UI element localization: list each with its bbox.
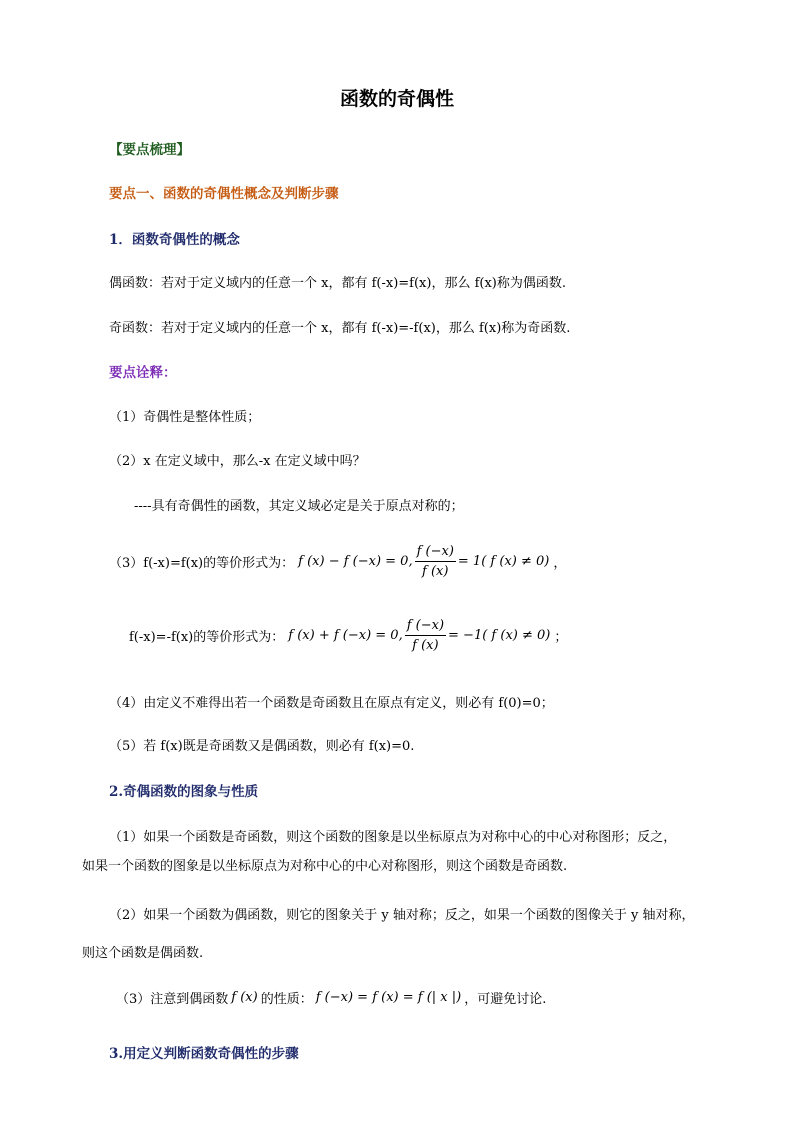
note-3b-equation-tail: = −1( f (x) ≠ 0)	[448, 628, 551, 643]
property-3-suffix: ，可避免讨论.	[464, 992, 547, 1007]
note-1: （1）奇偶性是整体性质；	[109, 410, 261, 425]
note-3-fraction-denominator: f (x)	[422, 564, 449, 579]
note-3b-fraction-denominator: f (x)	[412, 638, 439, 653]
property-1-line-1: （1）如果一个函数是奇函数，则这个函数的图象是以坐标原点为对称中心的中心对称图形；反之，	[109, 830, 677, 845]
note-2-answer: ----具有奇偶性的函数，其定义域必定是关于原点对称的；	[134, 499, 464, 514]
section-header: 【要点梳理】	[109, 142, 190, 158]
note-3	[109, 542, 566, 581]
note-5: （5）若 f(x)既是奇函数又是偶函数，则必有 f(x)=0.	[109, 739, 415, 754]
note-3b	[129, 616, 567, 655]
note-3-fraction-numerator: f (−x)	[415, 542, 456, 562]
note-3b-equation: f (x) + f (−x) = 0,	[288, 628, 403, 643]
note-2: （2）x 在定义域中，那么-x 在定义域中吗？	[109, 454, 366, 469]
property-3	[116, 988, 546, 1007]
note-3b-fraction	[405, 616, 446, 655]
sub1-heading: 1．函数奇偶性的概念	[109, 232, 240, 248]
even-function-definition: 偶函数：若对于定义域内的任意一个 x，都有 f(-x)=f(x)，那么 f(x)称为偶函数.	[109, 276, 567, 291]
note-3-fraction	[415, 542, 456, 581]
sub3-heading: 3.用定义判断函数奇偶性的步骤	[109, 1046, 299, 1062]
note-4: （4）由定义不难得出若一个函数是奇函数且在原点有定义，则必有 f(0)=0；	[109, 696, 554, 711]
note-3-equation-tail: = 1( f (x) ≠ 0)	[457, 554, 550, 569]
note-3b-end: ；	[554, 630, 568, 645]
notes-heading: 要点诠释：	[109, 365, 177, 381]
property-3-prefix: （3）注意到偶函数	[116, 992, 229, 1007]
property-3-mid: 的性质：	[260, 992, 313, 1007]
note-3-end: ，	[553, 556, 567, 571]
property-2-line-1: （2）如果一个函数为偶函数，则它的图象关于 y 轴对称；反之，如果一个函数的图像关于 y 轴对称，	[109, 908, 695, 923]
property-3-function: f (x)	[231, 990, 258, 1005]
note-3b-fraction-numerator: f (−x)	[405, 616, 446, 636]
property-1-line-2: 如果一个函数的图象是以坐标原点为对称中心的中心对称图形，则这个函数是奇函数.	[82, 859, 568, 874]
point1-heading: 要点一、函数的奇偶性概念及判断步骤	[109, 186, 339, 202]
note-3-equation: f (x) − f (−x) = 0,	[298, 554, 413, 569]
note-3-prefix: （3）f(-x)=f(x)的等价形式为：	[109, 556, 295, 571]
sub2-heading: 2.奇偶函数的图象与性质	[109, 784, 259, 800]
note-3b-prefix: f(-x)=-f(x)的等价形式为：	[129, 630, 285, 645]
property-2-line-2: 则这个函数是偶函数.	[82, 946, 204, 961]
odd-function-definition: 奇函数：若对于定义域内的任意一个 x，都有 f(-x)=-f(x)，那么 f(x)称为奇函数.	[109, 321, 571, 336]
property-3-formula: f (−x) = f (x) = f (| x |)	[315, 990, 462, 1005]
page-title: 函数的奇偶性	[339, 88, 454, 110]
